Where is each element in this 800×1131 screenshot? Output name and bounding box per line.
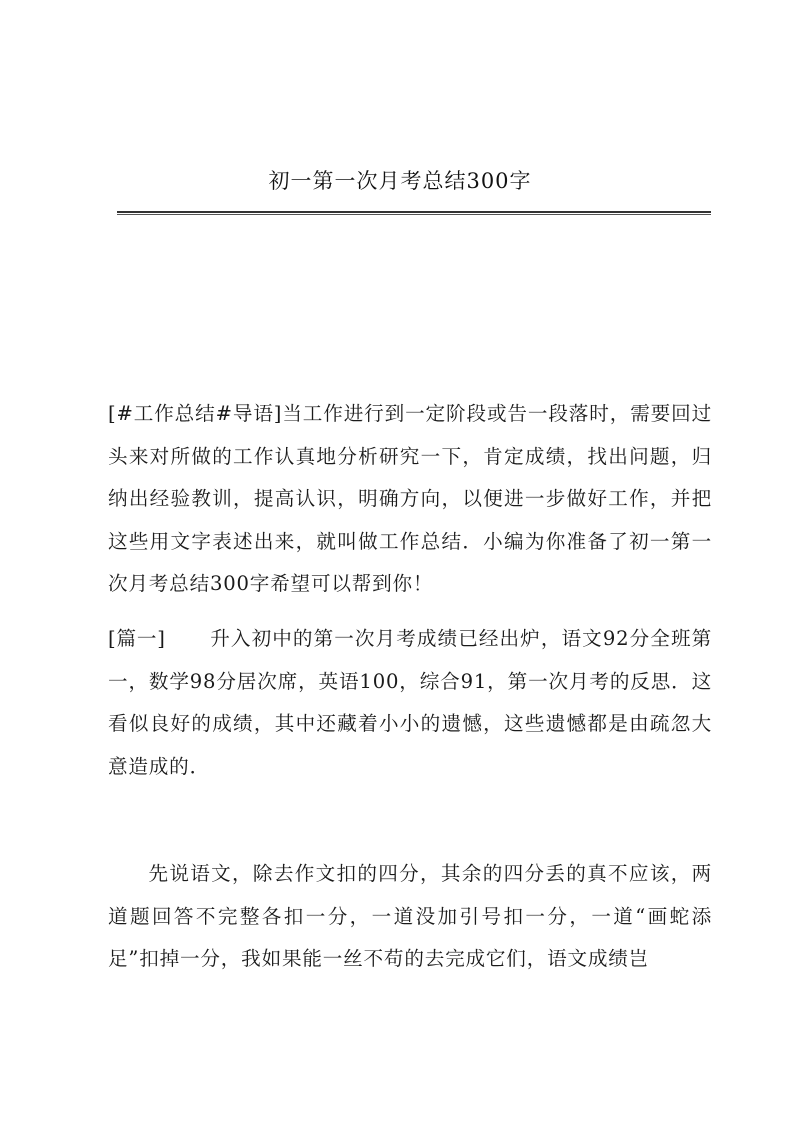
intro-paragraph: [#工作总结#导语]当工作进行到一定阶段或告一段落时，需要回过头来对所做的工作认真地分析研究一下，肯定成绩，找出问题，归纳出经验教训，提高认识，明确方向，以便进一步做好工作，并把这些用文字表述出来，就叫做工作总结．小编为你准备了初一第一次月考总结300字希望可以帮到你！ [108,402,712,595]
section-one-paragraph [108,618,712,788]
chinese-subject-paragraph [108,853,712,981]
chinese-subject-text: 先说语文，除去作文扣的四分，其余的四分丢的真不应该，两道题回答不完整各扣一分，一道没加引号扣一分，一道“画蛇添足”扣掉一分，我如果能一丝不苟的去完成它们，语文成绩岂 [108,862,712,970]
document-title: 初一第一次月考总结300字 [268,169,532,193]
section-one-body: 升入初中的第一次月考成绩已经出炉，语文92分全班第一，数学98分居次席，英语100，综合91，第一次月考的反思．这看似良好的成绩，其中还藏着小小的遗憾，这些遗憾都是由疏忽大意造成的． [108,627,712,778]
title-divider [117,211,711,215]
section-one-tag: [篇一] [108,627,166,650]
